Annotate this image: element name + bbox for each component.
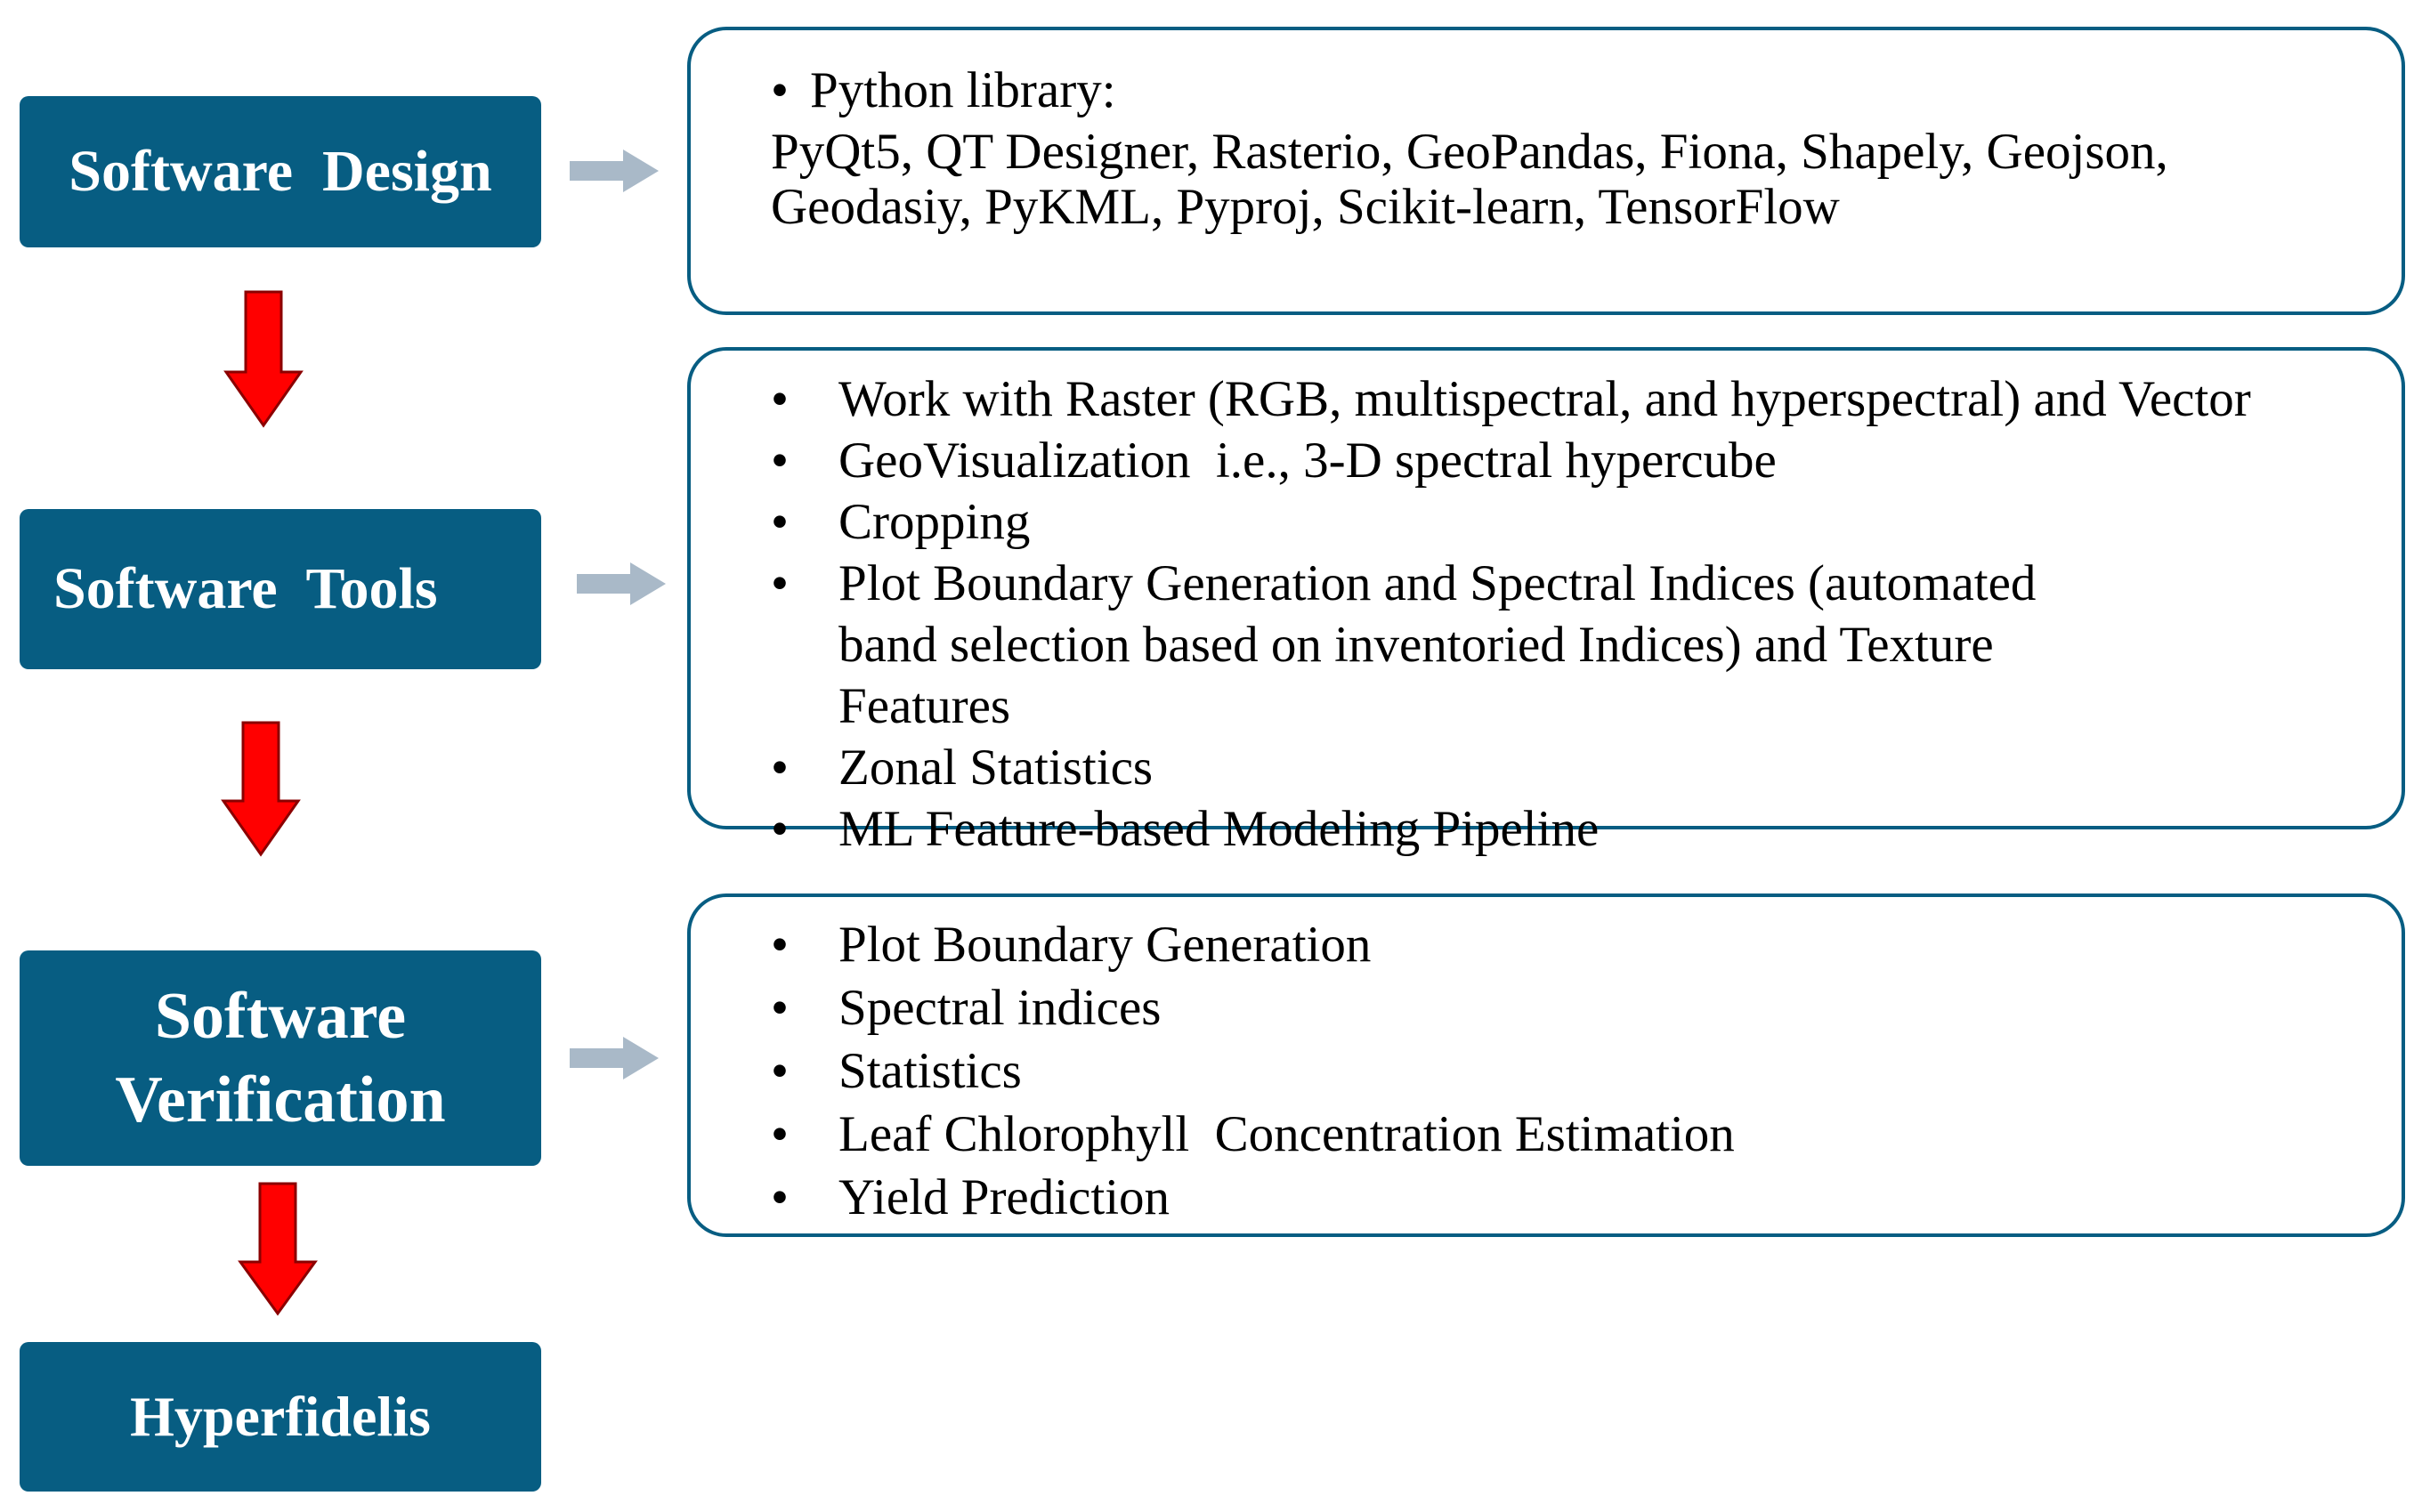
- stage-label: Software Design: [69, 139, 492, 204]
- list-item: • Statistics: [771, 1039, 2366, 1103]
- list-item: • Leaf Chlorophyll Concentration Estimation: [771, 1103, 2366, 1166]
- list-item: • Zonal Statistics: [771, 737, 2366, 798]
- list-item: • Spectral indices: [771, 976, 2366, 1039]
- link-arrow-icon: [570, 150, 659, 192]
- bullet-icon: •: [771, 62, 789, 118]
- list-item: • Plot Boundary Generation: [771, 913, 2366, 976]
- stage-label: Hyperfidelis: [130, 1385, 431, 1448]
- list-item: • Plot Boundary Generation and Spectral Indices (automated band selection based on inventoried Indices) and Texture Features: [771, 553, 2366, 737]
- list-item: • Cropping: [771, 491, 2366, 553]
- flow-arrow-down-icon: [240, 1184, 315, 1314]
- link-arrow-icon: [577, 562, 666, 605]
- python-library-label: Python library:: [809, 62, 1116, 118]
- flow-arrow-down-icon: [223, 723, 298, 854]
- list-item: • Work with Raster (RGB, multispectral, and hyperspectral) and Vector: [771, 368, 2366, 430]
- list-item: • Yield Prediction: [771, 1166, 2366, 1229]
- python-library-list: PyQt5, QT Designer, Rasterio, GeoPandas, Fiona, Shapely, Geojson, Geodasiy, PyKML, Pyproj, Scikit-learn, TensorFlow: [771, 124, 2168, 235]
- stage-label-line-1: Software: [154, 980, 407, 1053]
- list-item: • ML Feature-based Modeling Pipeline: [771, 798, 2366, 860]
- stage-label-line-2: Verification: [115, 1063, 446, 1136]
- link-arrow-icon: [570, 1037, 659, 1079]
- flow-arrow-down-icon: [226, 292, 301, 425]
- stage-label: Software Tools: [53, 556, 438, 621]
- list-item: • GeoVisualization i.e., 3-D spectral hypercube: [771, 430, 2366, 491]
